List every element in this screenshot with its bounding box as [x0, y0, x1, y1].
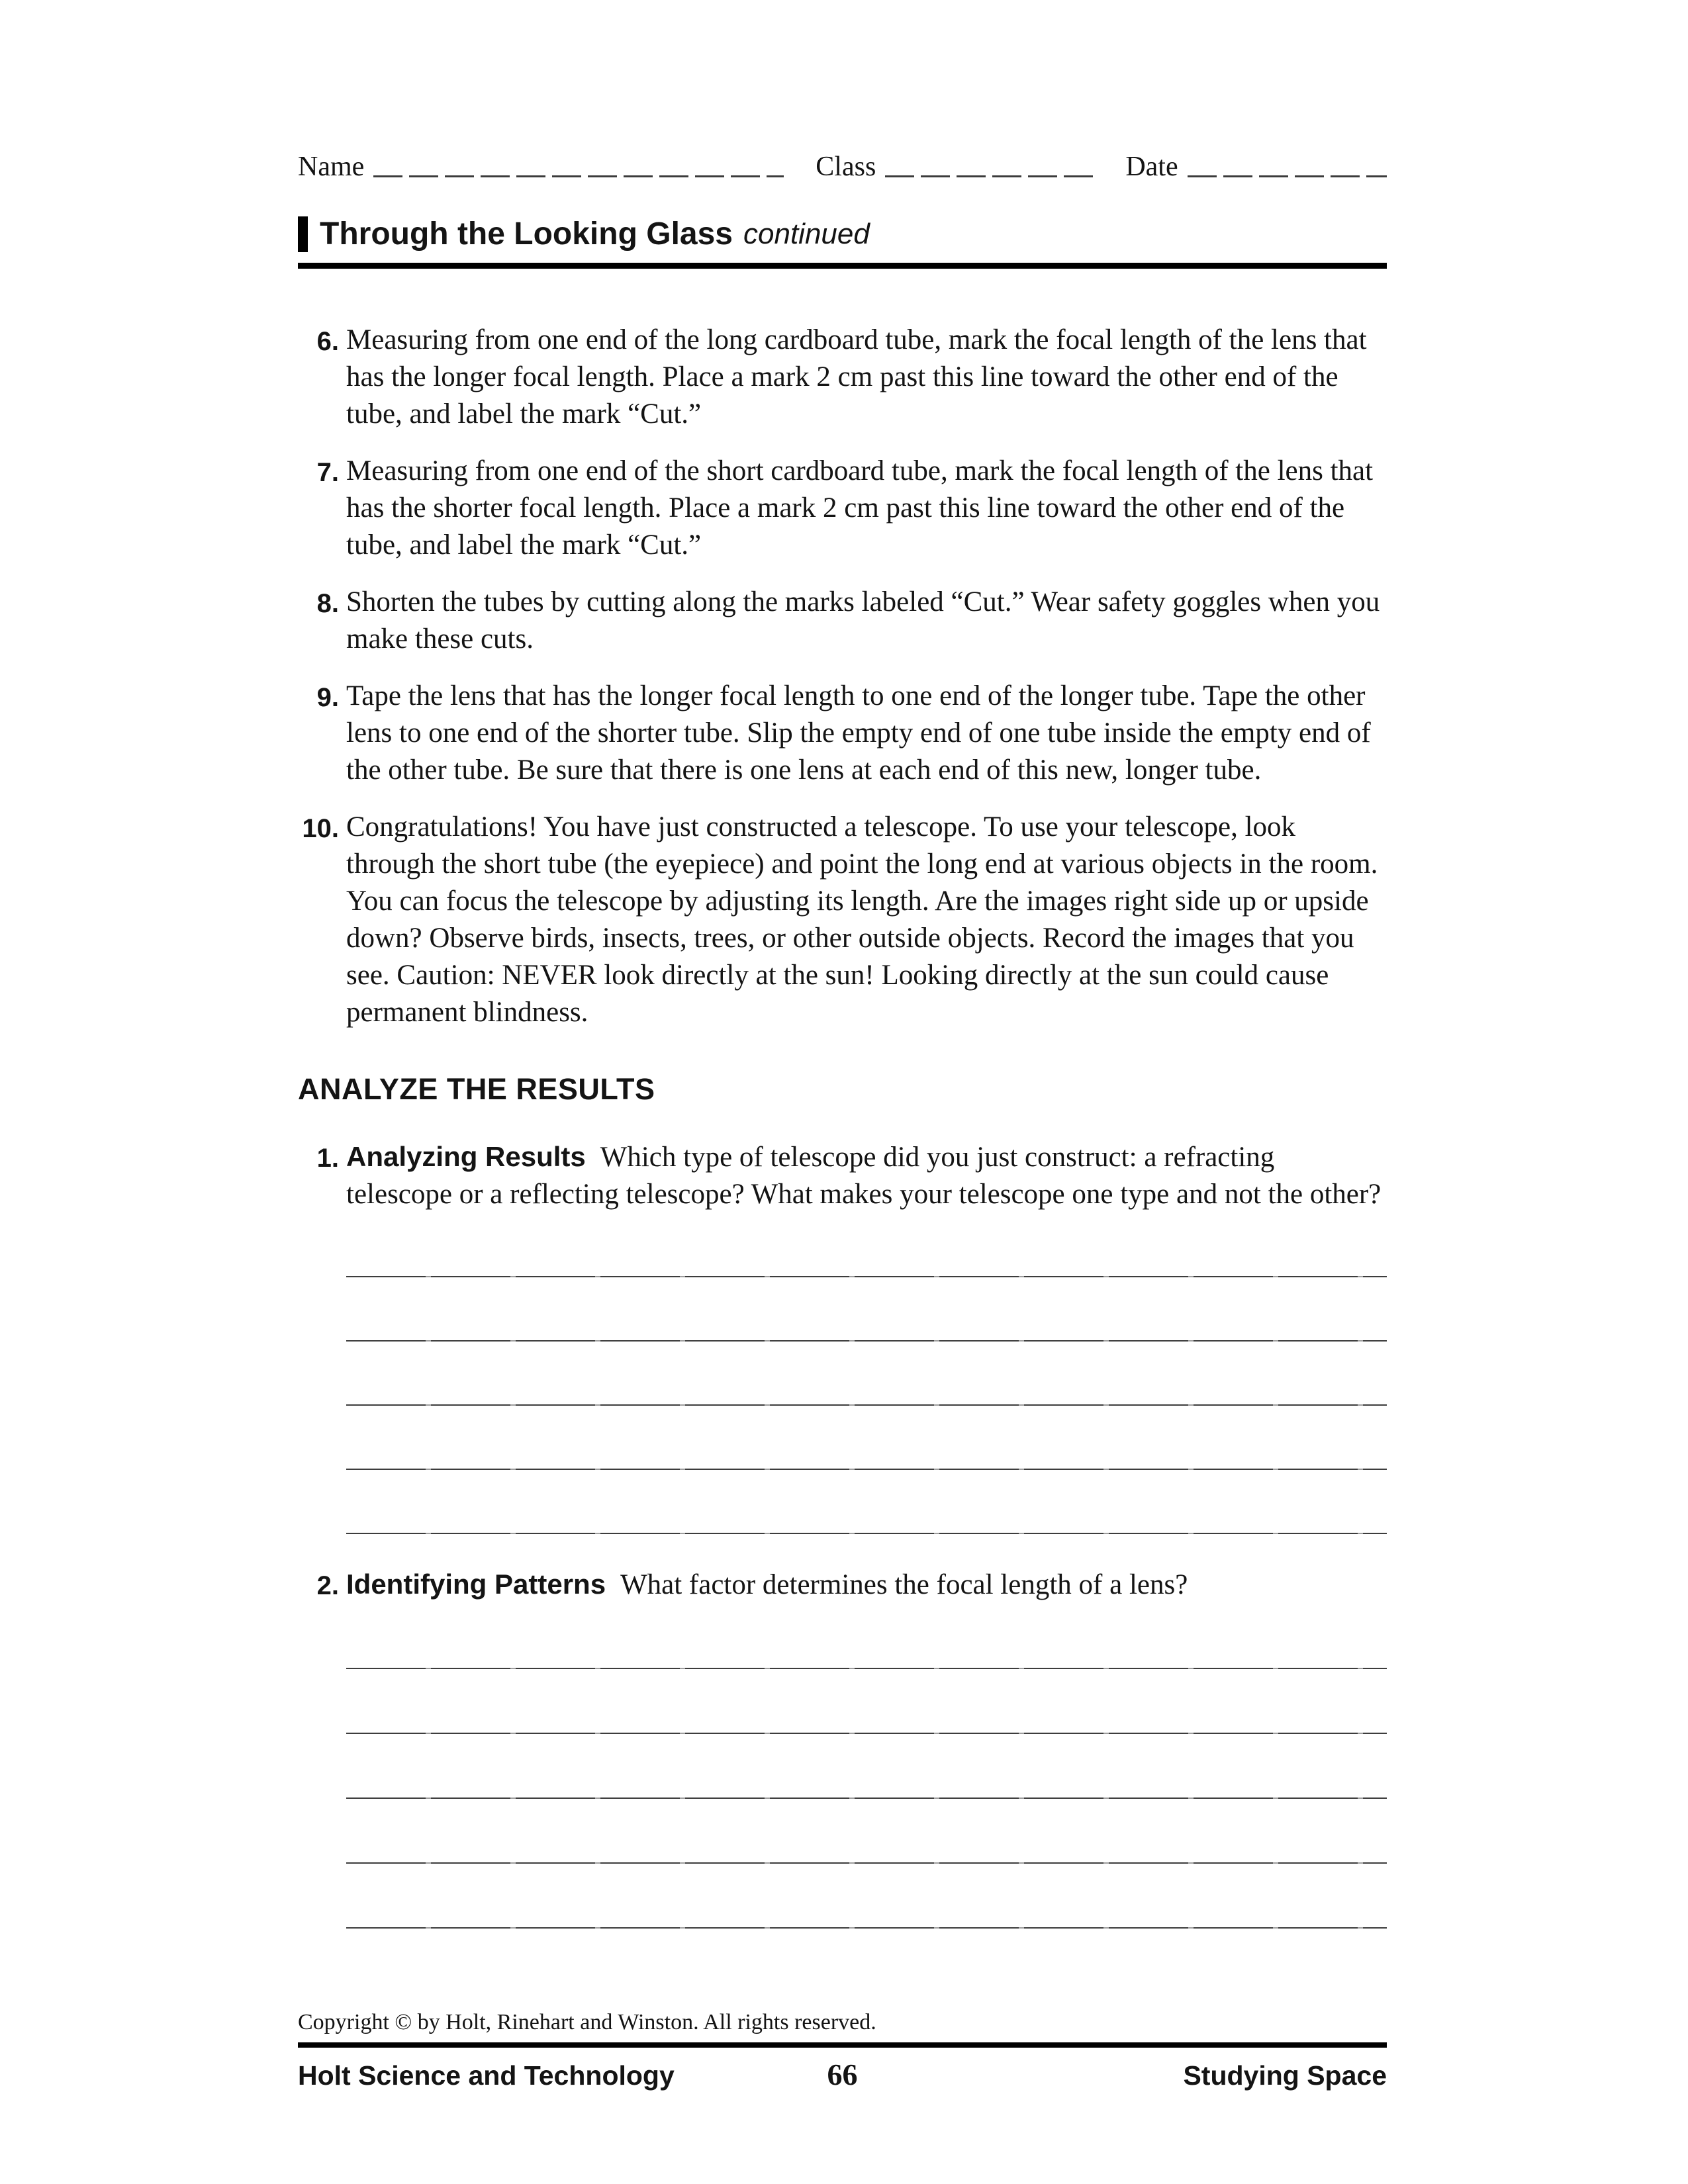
- analyze-results-heading: ANALYZE THE RESULTS: [298, 1072, 655, 1106]
- question-number: 2.: [316, 1571, 339, 1600]
- answer-line[interactable]: [346, 1404, 1387, 1406]
- procedure-step-10: [298, 809, 1387, 1031]
- step-number: 7.: [316, 458, 339, 487]
- question-label: Identifying Patterns: [346, 1569, 606, 1600]
- page-content: [298, 151, 1387, 1929]
- question-2: [298, 1566, 1387, 1604]
- page-footer: [298, 2009, 1387, 2092]
- identification-row: [298, 151, 1387, 183]
- answer-line[interactable]: [346, 1533, 1387, 1534]
- step-text: Measuring from one end of the long cardboard tube, mark the focal length of the lens that has the longer focal length. Place a mark 2 cm past this line toward the other end of the tube, and label the mark “Cut.”: [346, 324, 1367, 430]
- procedure-steps: [298, 322, 1387, 1031]
- footer-chapter-title: Studying Space: [1183, 2060, 1387, 2091]
- step-text: Tape the lens that has the longer focal length to one end of the longer tube. Tape the other lens to one end of the shorter tube. Slip the empty end of one tube inside the empty end of the other tube. Be sure that there is one lens at each end of this new, longer tube.: [346, 680, 1371, 786]
- question-text: What factor determines the focal length of a lens?: [620, 1569, 1188, 1600]
- question-1: [298, 1138, 1387, 1213]
- question-body: [346, 1566, 1387, 1604]
- footer-page-number: 66: [827, 2058, 858, 2091]
- footer-row: [298, 2048, 1387, 2092]
- question-number: 1.: [316, 1144, 339, 1173]
- date-label: Date: [1125, 152, 1178, 182]
- step-number: 9.: [316, 683, 339, 712]
- worksheet-title-bar: [298, 216, 1387, 269]
- answer-line[interactable]: [346, 1733, 1387, 1734]
- answer-line[interactable]: [346, 1797, 1387, 1799]
- question-body: [346, 1138, 1387, 1213]
- step-number: 10.: [302, 814, 339, 843]
- worksheet-title-continued: continued: [743, 217, 870, 250]
- question-2-answer-area: [346, 1668, 1387, 1929]
- answer-line[interactable]: [346, 1862, 1387, 1864]
- title-tick-mark: [298, 216, 308, 252]
- answer-line[interactable]: [346, 1340, 1387, 1342]
- class-label: Class: [816, 152, 876, 182]
- step-text: Congratulations! You have just constructed a telescope. To use your telescope, look through the short tube (the eyepiece) and point the long end at various objects in the room. You can focus the telescope by adjusting its length. Are the images right side up or upside down? Observe birds, insects, trees, or other outside objects. Record the images that you see. Caution: NEVER look directly at the sun! Looking directly at the sun could cause permanent blindness.: [346, 811, 1378, 1028]
- name-label: Name: [298, 152, 365, 182]
- worksheet-title: Through the Looking Glass: [320, 216, 733, 251]
- answer-line[interactable]: [346, 1276, 1387, 1277]
- procedure-step-8: [298, 584, 1387, 658]
- step-number: 8.: [316, 589, 339, 618]
- class-blank-field[interactable]: [885, 175, 1094, 177]
- step-text: Measuring from one end of the short cardboard tube, mark the focal length of the lens that has the shorter focal length. Place a mark 2 cm past this line toward the other end of the tube, and label the mark “Cut.”: [346, 455, 1374, 561]
- question-text: Which type of telescope did you just construct: a refracting telescope or a reflecting telescope? What makes your telescope one type and not the other?: [346, 1142, 1382, 1210]
- answer-line[interactable]: [346, 1668, 1387, 1669]
- question-label: Analyzing Results: [346, 1141, 586, 1172]
- answer-line[interactable]: [346, 1469, 1387, 1470]
- name-blank-field[interactable]: [373, 175, 784, 177]
- question-1-answer-area: [346, 1276, 1387, 1534]
- copyright-notice: Copyright © by Holt, Rinehart and Winston. All rights reserved.: [298, 2010, 876, 2034]
- answer-line[interactable]: [346, 1927, 1387, 1929]
- date-blank-field[interactable]: [1188, 175, 1387, 177]
- procedure-step-7: [298, 453, 1387, 564]
- procedure-step-9: [298, 678, 1387, 789]
- step-number: 6.: [316, 327, 339, 356]
- footer-rule: [298, 2042, 1387, 2048]
- procedure-step-6: [298, 322, 1387, 433]
- footer-book-title: Holt Science and Technology: [298, 2060, 675, 2091]
- step-text: Shorten the tubes by cutting along the marks labeled “Cut.” Wear safety goggles when you make these cuts.: [346, 586, 1380, 655]
